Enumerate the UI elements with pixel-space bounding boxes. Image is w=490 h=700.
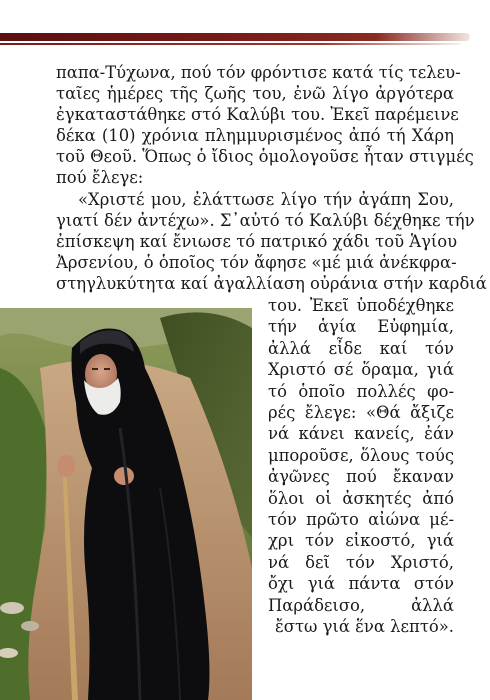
text-line: τοῦ Θεοῦ. Ὅπως ὁ ἴδιος ὁμολογοῦσε ἦταν στιγμές (56, 147, 474, 167)
header-rule (0, 33, 470, 41)
header-rule-thin (0, 43, 460, 45)
text-line: του. Ἐκεῖ ὑποδέχθηκε (268, 296, 454, 315)
text-line: τήν ἁγία Εὐφημία, (268, 317, 454, 337)
text-line: χρι τόν εἰκοστό, γιά (268, 531, 454, 551)
text-line: γιατί δέν ἀντέχω». Σ᾽αὐτό τό Καλύβι δέχθηκε τήν (56, 210, 475, 230)
text-line: Χριστό σέ ὅραμα, γιά (268, 360, 454, 380)
text-line: ἐπίσκεψη καί ἔνιωσε τό πατρικό χάδι τοῦ Ἁγίου (56, 231, 458, 251)
text-line: πού ἔλεγε: (56, 168, 144, 188)
stone (0, 602, 24, 614)
text-line: ἐγκαταστάθηκε στό Καλύβι του. Ἐκεῖ παρέμεινε (56, 105, 459, 125)
text-line: ἀλλά εἶδε καί τόν (268, 338, 454, 358)
text-line: τό ὁποῖο πολλές φο- (268, 381, 454, 401)
eye (92, 368, 98, 370)
text-line: δέκα (10) χρόνια πλημμυρισμένος ἀπό τή Χάρη (56, 126, 454, 146)
page-header (0, 0, 490, 48)
text-line: τόν πρῶτο αἰώνα μέ- (268, 510, 454, 530)
main-paragraph (56, 62, 487, 294)
text-line: ταῖες ἡμέρες τῆς ζωῆς του, ἐνῶ λίγο ἀργότερα (56, 84, 454, 104)
text-line: Παράδεισο, ἀλλά (268, 595, 454, 615)
text-line: ἀγῶνες πού ἔκαναν (268, 467, 454, 487)
text-line: ὄχι γιά πάντα στόν (268, 574, 454, 594)
text-line: νά κάνει κανείς, ἐάν (268, 424, 454, 444)
text-line: νά δεῖ τόν Χριστό, (268, 552, 454, 572)
text-line: ὅλοι οἱ ἀσκητές ἀπό (268, 488, 454, 508)
stone (21, 621, 39, 631)
eye (104, 368, 110, 370)
text-line: ἔστω γιά ἕνα λεπτό». (275, 617, 454, 637)
text-line: στηγλυκύτητα καί ἀγαλλίαση οὐράνια στήν καρδιά (56, 273, 487, 293)
text-line: παπα-Τύχωνα, πού τόν φρόντισε κατά τίς τελευ- (56, 63, 461, 82)
side-column-paragraph (268, 295, 454, 638)
text-line: ρές ἔλεγε: «Θά ἄξιζε (268, 403, 454, 423)
text-line: Ἀρσενίου, ὁ ὁποῖος τόν ἄφησε «μέ μιά ἀνέκφρα- (56, 252, 457, 272)
monk-photograph (0, 308, 252, 700)
text-line: μποροῦσε, ὅλους τούς (268, 445, 454, 465)
left-hand (57, 455, 75, 477)
text-line: «Χριστέ μου, ἐλάττωσε λίγο τήν ἀγάπη Σου, (78, 189, 454, 209)
